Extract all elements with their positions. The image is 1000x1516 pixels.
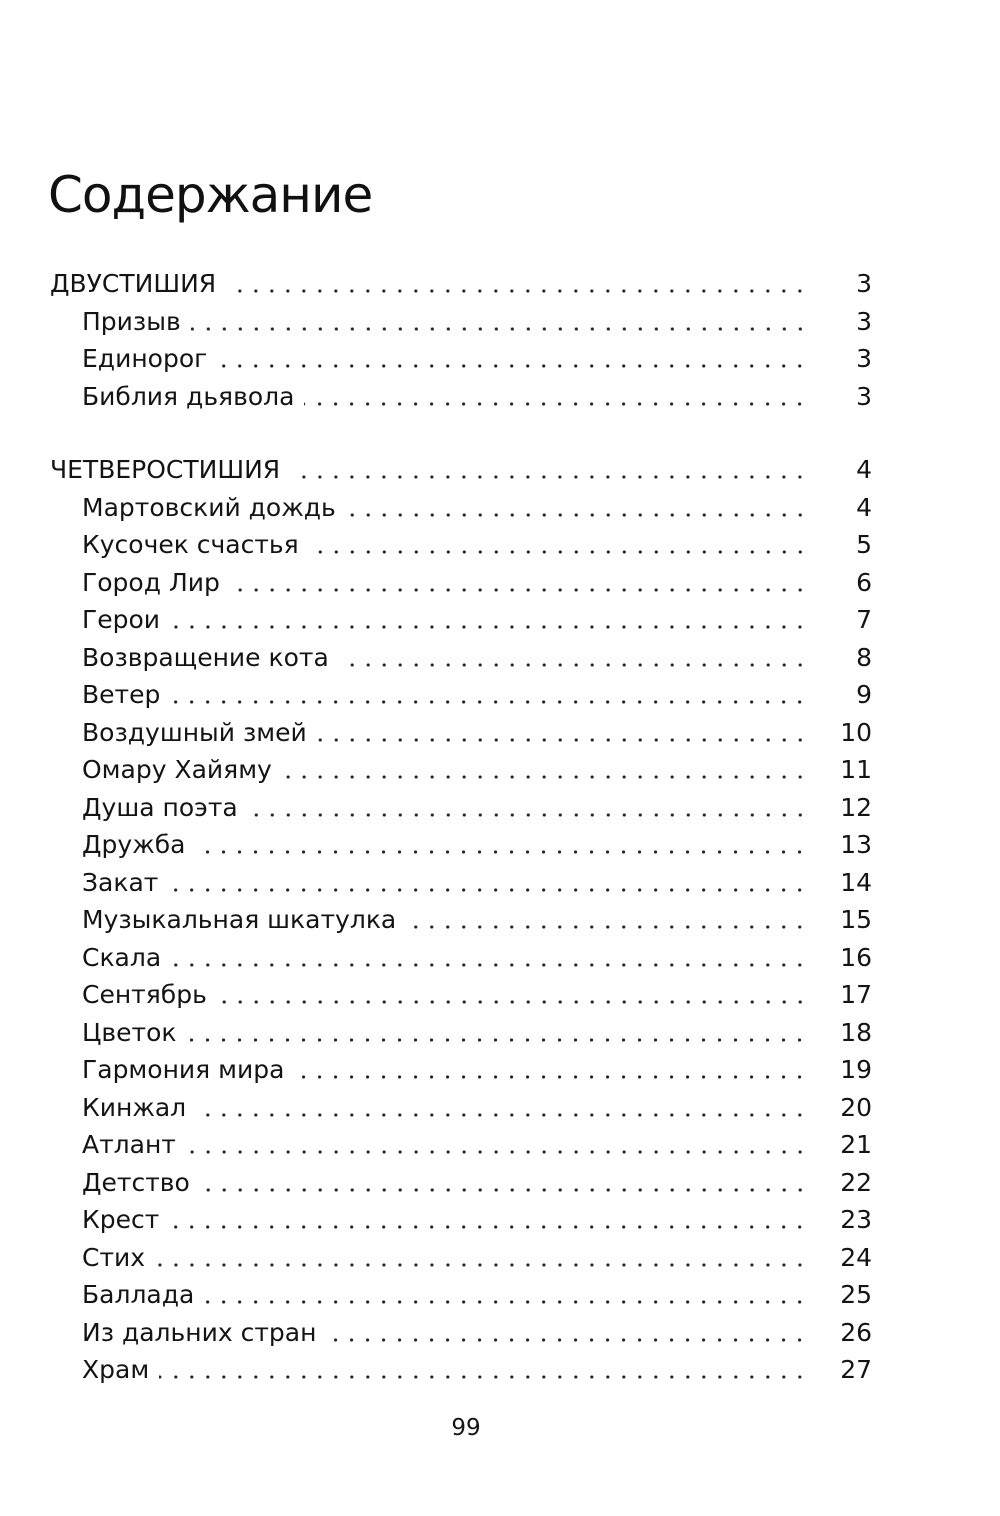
toc-page-number: 4 [856, 455, 872, 484]
toc-entry[interactable] [82, 340, 872, 377]
toc-page-number: 26 [840, 1318, 872, 1347]
toc-section-heading[interactable] [50, 265, 872, 302]
toc-entry-title: Цветок [82, 1018, 177, 1047]
toc-page-number: 12 [840, 793, 872, 822]
toc-entry[interactable] [82, 639, 872, 676]
toc-entry-title: Сентябрь [82, 980, 207, 1009]
dot-leader [217, 1000, 808, 1004]
toc-entry[interactable] [82, 939, 872, 976]
dot-leader [159, 1375, 808, 1379]
dot-leader [339, 663, 808, 667]
toc-entry-title: Атлант [82, 1130, 176, 1159]
toc-entry-title: Мартовский дождь [82, 493, 336, 522]
toc-page-number: 19 [840, 1055, 872, 1084]
dot-leader [309, 550, 808, 554]
dot-leader [169, 1225, 808, 1229]
dot-leader [248, 813, 808, 817]
toc-section-title: ЧЕТВЕРОСТИШИЯ [50, 455, 281, 484]
toc-page-number: 25 [840, 1280, 872, 1309]
toc-entry-title: Закат [82, 868, 159, 897]
toc-page-number: 15 [840, 905, 872, 934]
toc-entry-title: Герои [82, 605, 161, 634]
toc-entry-title: Призыв [82, 307, 181, 336]
dot-leader [200, 1188, 808, 1192]
toc-entry-title: Стих [82, 1243, 146, 1272]
toc-entry-title: Детство [82, 1168, 190, 1197]
toc-entry-title: Омару Хайяму [82, 755, 272, 784]
dot-leader [170, 625, 808, 629]
dot-leader [196, 1113, 808, 1117]
toc-page-number: 4 [856, 493, 872, 522]
toc-entry-title: Возвращение кота [82, 643, 329, 672]
toc-page-number: 27 [840, 1355, 872, 1384]
toc-entry[interactable] [82, 676, 872, 713]
toc-entry-title: Гармония мира [82, 1055, 285, 1084]
toc-page-number: 3 [856, 307, 872, 336]
toc-page-number: 8 [856, 643, 872, 672]
toc-entry[interactable] [82, 789, 872, 826]
dot-leader [230, 588, 808, 592]
toc-page-number: 21 [840, 1130, 872, 1159]
toc-entry[interactable] [82, 526, 872, 563]
toc-page-number: 6 [856, 568, 872, 597]
toc-page-number: 22 [840, 1168, 872, 1197]
dot-leader [204, 1300, 808, 1304]
toc-entry[interactable] [82, 976, 872, 1013]
toc-entry[interactable] [82, 1051, 872, 1088]
dot-leader [346, 513, 808, 517]
toc-entry[interactable] [82, 378, 872, 415]
dot-leader [171, 963, 808, 967]
toc-entry[interactable] [82, 564, 872, 601]
dot-leader [326, 1338, 808, 1342]
toc-entry[interactable] [82, 1314, 872, 1351]
toc-page-number: 7 [856, 605, 872, 634]
toc-page-number: 17 [840, 980, 872, 1009]
toc-entry-title: Музыкальная шкатулка [82, 905, 397, 934]
toc-entry-title: Крест [82, 1205, 160, 1234]
dot-leader [317, 738, 808, 742]
toc-entry[interactable] [82, 1014, 872, 1051]
toc-page-number: 10 [840, 718, 872, 747]
dot-leader [168, 888, 808, 892]
toc-entry[interactable] [82, 489, 872, 526]
toc-entry-title: Баллада [82, 1280, 195, 1309]
toc-entry[interactable] [82, 1276, 872, 1313]
dot-leader [226, 289, 808, 293]
toc-page-number: 18 [840, 1018, 872, 1047]
dot-leader [195, 850, 808, 854]
page-title: Содержание [48, 166, 373, 224]
toc-entry-title: Ветер [82, 680, 161, 709]
toc-entry[interactable] [82, 601, 872, 638]
toc-entry[interactable] [82, 864, 872, 901]
toc-page-number: 23 [840, 1205, 872, 1234]
toc-entry-title: Воздушный змей [82, 718, 307, 747]
dot-leader [155, 1263, 808, 1267]
dot-leader [191, 327, 808, 331]
dot-leader [290, 475, 808, 479]
toc-entry[interactable] [82, 1239, 872, 1276]
toc-entry[interactable] [82, 1201, 872, 1238]
toc-entry-title: Храм [82, 1355, 150, 1384]
toc-entry-title: Город Лир [82, 568, 220, 597]
toc-page-number: 3 [856, 382, 872, 411]
toc-page-number: 5 [856, 530, 872, 559]
dot-leader [294, 1075, 808, 1079]
toc-entry-title: Библия дьявола [82, 382, 295, 411]
toc-page-number: 14 [840, 868, 872, 897]
dot-leader [170, 700, 808, 704]
toc-entry-title: Единорог [82, 344, 208, 373]
dot-leader [186, 1038, 808, 1042]
toc-entry-title: Кинжал [82, 1093, 187, 1122]
dot-leader [406, 925, 808, 929]
toc-entry-title: Душа поэта [82, 793, 238, 822]
toc-page-number: 16 [840, 943, 872, 972]
toc-page-number: 13 [840, 830, 872, 859]
toc-page-number: 9 [856, 680, 872, 709]
toc-entry[interactable] [82, 1164, 872, 1201]
dot-leader [186, 1150, 808, 1154]
toc-entry-title: Кусочек счастья [82, 530, 299, 559]
toc-entry-title: Скала [82, 943, 162, 972]
toc-entry[interactable] [82, 1126, 872, 1163]
toc-section-heading[interactable] [50, 451, 872, 488]
toc-entry[interactable] [82, 714, 872, 751]
toc-page-number: 20 [840, 1093, 872, 1122]
toc-entry-title: Дружба [82, 830, 186, 859]
toc-entry[interactable] [82, 751, 872, 788]
toc-entry[interactable] [82, 303, 872, 340]
toc-entry[interactable] [82, 1351, 872, 1388]
toc-page-number: 3 [856, 344, 872, 373]
dot-leader [217, 364, 808, 368]
toc-entry[interactable] [82, 826, 872, 863]
page-number: 99 [451, 1415, 481, 1441]
dot-leader [304, 402, 808, 406]
toc-entry-title: Из дальних стран [82, 1318, 317, 1347]
toc-page-number: 3 [856, 269, 872, 298]
toc-page-number: 11 [840, 755, 872, 784]
toc-entry[interactable] [82, 1089, 872, 1126]
toc-page-number: 24 [840, 1243, 872, 1272]
dot-leader [282, 775, 808, 779]
toc-section-title: ДВУСТИШИЯ [50, 269, 217, 298]
toc-entry[interactable] [82, 901, 872, 938]
